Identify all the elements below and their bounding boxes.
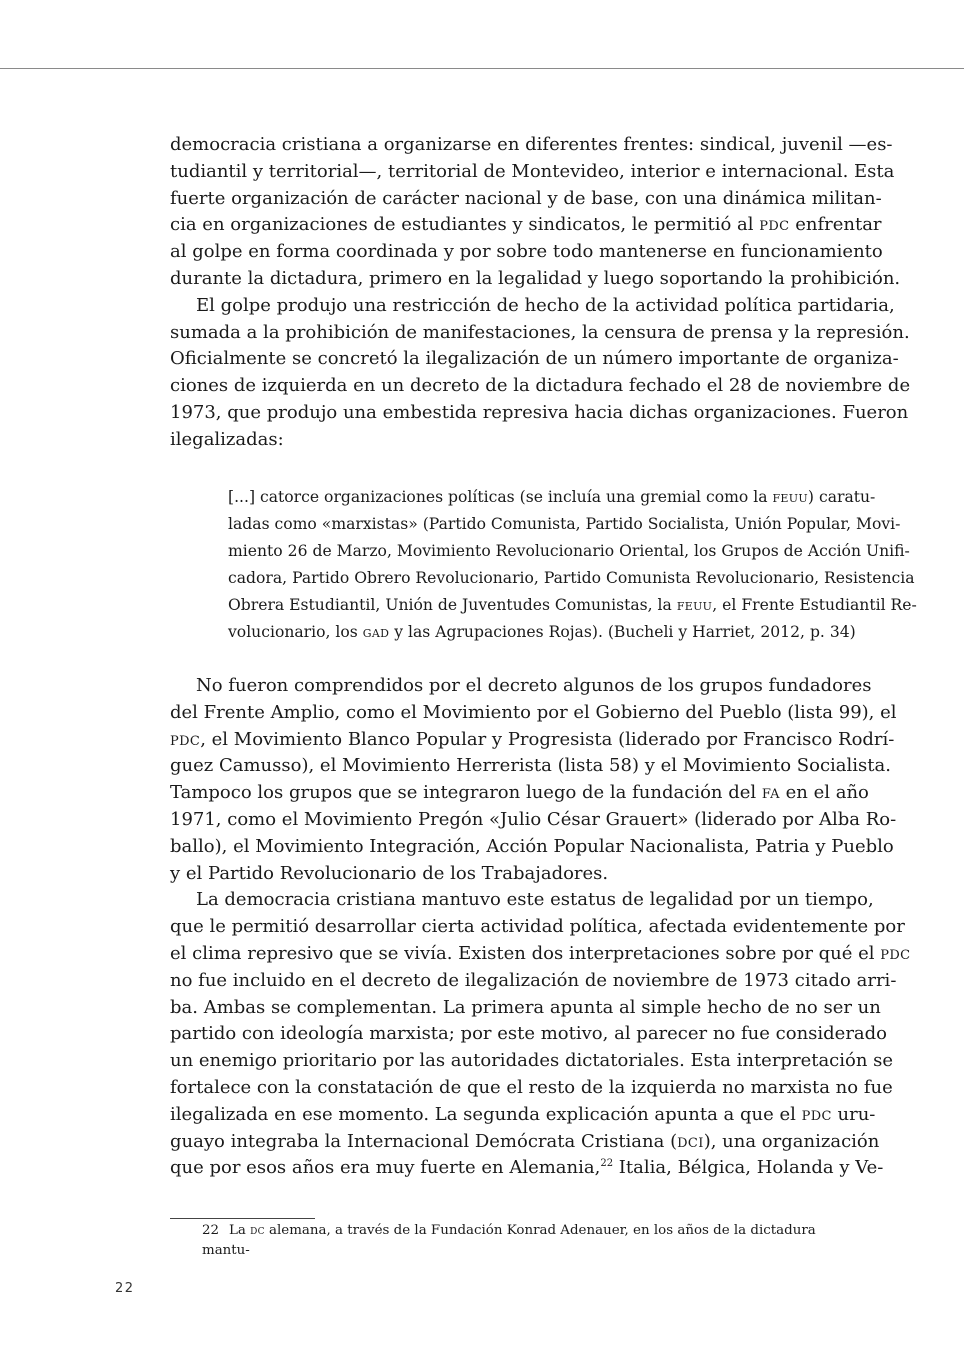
text-line: y el Partido Revolucionario de los Trabajadores. (170, 862, 609, 884)
text-line: Tampoco los grupos que se integraron luego de la fundación del fa en el año (170, 782, 869, 804)
abbreviation: feuu (772, 488, 808, 506)
text-line: durante la dictadura, primero en la legalidad y luego soportando la prohibición. (170, 267, 901, 289)
text-line: democracia cristiana a organizarse en diferentes frentes: sindical, juvenil —es- (170, 134, 893, 155)
text-line: un enemigo prioritario por las autoridades dictatoriales. Esta interpretación se (170, 1050, 894, 1072)
abbreviation: pdc (759, 214, 790, 236)
abbreviation: feuu (676, 596, 713, 614)
text-line: no fue incluido en el decreto de ilegalización de noviembre de 1973 citado arri- (170, 969, 897, 991)
footnote-ref: 22 (600, 1158, 614, 1170)
text-line: ilegalizadas: (170, 428, 284, 450)
text-line: guez Camusso), el Movimiento Herrerista (lista 58) y el Movimiento Socialista. (170, 755, 891, 777)
text-line: 1971, como el Movimiento Pregón «Julio César Grauert» (liderado por Alba Ro- (170, 808, 897, 830)
text-line: 1973, que produjo una embestida represiva hacia dichas organizaciones. Fueron (170, 401, 909, 423)
text-line: sumada a la prohibición de manifestaciones, la censura de prensa y la represión. (170, 321, 910, 343)
text-line: tudiantil y territorial—, territorial de Montevideo, interior e internacional. Esta (170, 160, 895, 182)
abbreviation: pdc (170, 728, 201, 750)
quote-line: ladas como «marxistas» (Partido Comunista, Partido Socialista, Unión Popular, Movi- (228, 515, 901, 533)
footnote-rule (170, 1218, 315, 1219)
body-text-top (170, 132, 911, 454)
text-line: cia en organizaciones de estudiantes y sindicatos, le permitió al pdc enfrentar (170, 214, 882, 236)
abbreviation: pdc (801, 1103, 832, 1125)
abbreviation: dc (250, 1223, 265, 1238)
text-line: fortalece con la constatación de que el resto de la izquierda no marxista no fue (170, 1076, 893, 1098)
text-line: ba. Ambas se complementan. La primera apunta al simple hecho de no ser un (170, 996, 881, 1018)
text-line: No fueron comprendidos por el decreto algunos de los grupos fundadores (196, 675, 872, 696)
quote-line: Obrera Estudiantil, Unión de Juventudes Comunistas, la feuu, el Frente Estudiantil Re- (228, 596, 917, 614)
footnote (202, 1221, 840, 1261)
quote-line: cadora, Partido Obrero Revolucionario, Partido Comunista Revolucionario, Resistencia (228, 569, 915, 587)
text-line: guayo integraba la Internacional Demócrata Cristiana (dci), una organización (170, 1130, 880, 1152)
text-line: ilegalizada en ese momento. La segunda explicación apunta a que el pdc uru- (170, 1103, 876, 1125)
footnote-number: 22 (202, 1223, 220, 1238)
text-line: ballo), el Movimiento Integración, Acción Popular Nacionalista, Patria y Pueblo (170, 835, 894, 857)
text-line: que por esos años era muy fuerte en Alemania,$^{22}$ Italia, Bélgica, Holanda y Ve- (170, 1157, 884, 1179)
text-line: La democracia cristiana mantuvo este estatus de legalidad por un tiempo, (196, 889, 874, 911)
text-line: ciones de izquierda en un decreto de la dictadura fechado el 28 de noviembre de (170, 375, 911, 397)
footnote-text: La dc alemana, a través de la Fundación Konrad Adenauer, en los años de la dictadura mantu- (202, 1223, 816, 1258)
text-line: al golpe en forma coordinada y por sobre todo mantenerse en funcionamiento (170, 241, 883, 263)
text-line: El golpe produjo una restricción de hecho de la actividad política partidaria, (196, 294, 895, 316)
abbreviation: pdc (880, 942, 911, 964)
body-text-bottom (170, 673, 911, 1182)
text-line: pdc, el Movimiento Blanco Popular y Progresista (liderado por Francisco Rodrí- (170, 728, 895, 750)
quote-line: [...] catorce organizaciones políticas (se incluía una gremial como la feuu) caratu- (228, 488, 876, 506)
page-number: 22 (115, 1281, 135, 1296)
text-line: partido con ideología marxista; por este motivo, al parecer no fue considerado (170, 1023, 888, 1045)
text-line: el clima represivo que se vivía. Existen dos interpretaciones sobre por qué el pdc (170, 942, 911, 964)
header-rule (0, 68, 964, 69)
abbreviation: fa (761, 782, 780, 804)
quote-line: miento 26 de Marzo, Movimiento Revolucionario Oriental, los Grupos de Acción Unifi- (228, 542, 910, 560)
quote-line: volucionario, los gad y las Agrupaciones Rojas). (Bucheli y Harriet, 2012, p. 34) (228, 623, 856, 641)
block-quote (228, 484, 917, 646)
abbreviation: gad (362, 623, 390, 641)
text-line: Oficialmente se concretó la ilegalización de un número importante de organiza- (170, 348, 899, 370)
abbreviation: dci (677, 1130, 704, 1152)
text-line: que le permitió desarrollar cierta actividad política, afectada evidentemente por (170, 916, 905, 938)
text-line: del Frente Amplio, como el Movimiento por el Gobierno del Pueblo (lista 99), el (170, 701, 897, 723)
text-line: fuerte organización de carácter nacional y de base, con una dinámica militan- (170, 187, 882, 209)
